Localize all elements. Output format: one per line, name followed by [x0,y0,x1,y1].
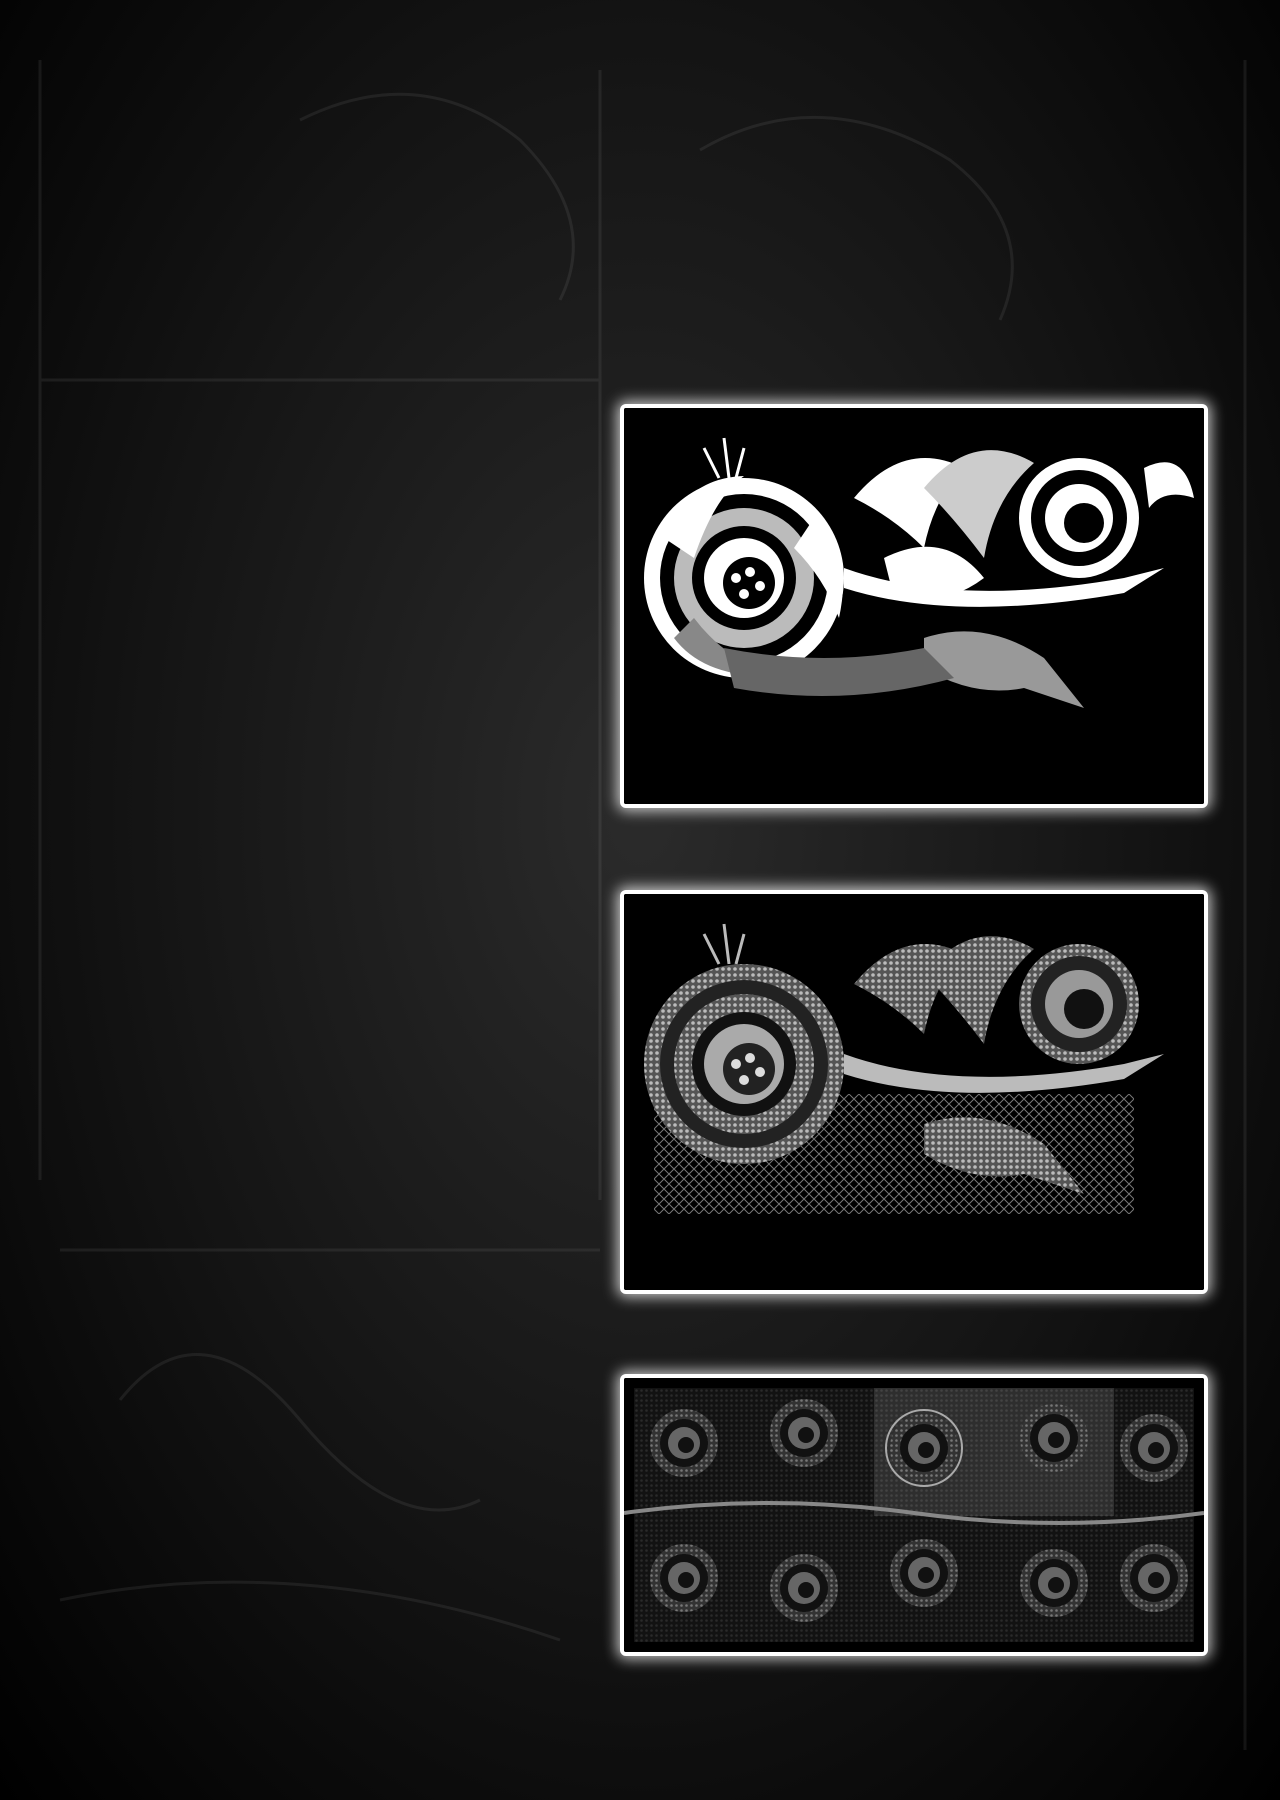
pattern-core-base-sketch-image [620,404,1208,808]
pattern-sample-image [620,1374,1208,1656]
pattern-core-lace-texture-image [620,890,1208,1294]
